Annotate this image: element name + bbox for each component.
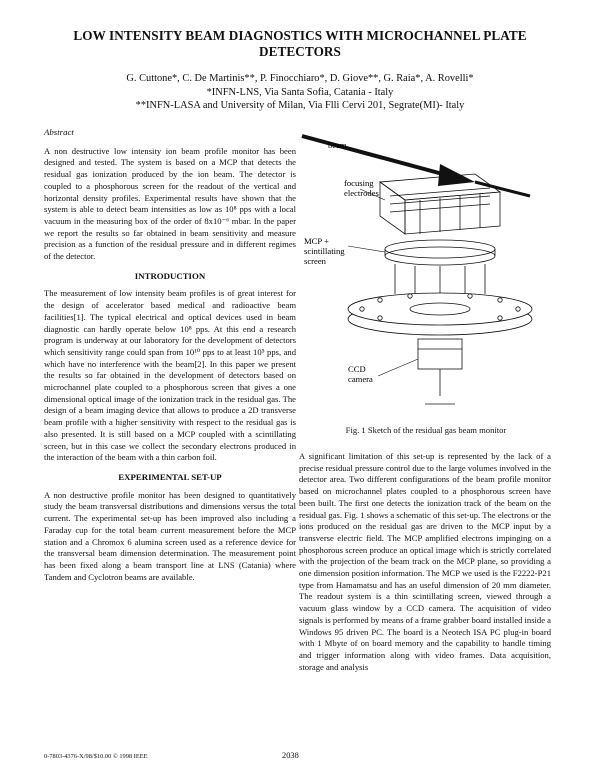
figure-caption: Fig. 1 Sketch of the residual gas beam monitor xyxy=(345,425,507,435)
label-focusing-1: focusing xyxy=(344,178,374,188)
affiliation-lasa: **INFN-LASA and University of Milan, Via Flli Cervi 201, Segrate(MI)- Italy xyxy=(135,100,465,111)
author-block xyxy=(40,72,560,113)
introduction-heading: INTRODUCTION xyxy=(134,270,206,281)
footer-copyright: 0-7803-4376-X/98/$10.00 © 1998 IEEE xyxy=(44,753,148,760)
label-leaders xyxy=(348,189,418,376)
label-focusing-2: electrodes xyxy=(344,188,379,198)
author-list: G. Cuttone*, C. De Martinis**, P. Finocchiaro*, D. Giove**, G. Raia*, A. Rovelli* xyxy=(126,73,474,84)
right-column xyxy=(299,451,551,679)
ccd-camera-shape xyxy=(418,339,462,404)
label-beam: beam xyxy=(328,140,347,150)
label-mcp-2: scintillating xyxy=(304,246,345,256)
label-mcp-3: screen xyxy=(304,256,326,266)
abstract-text: A non destructive low intensity ion beam profile monitor has been designed and tested. The system is based on a MCP that detects the residual gas ionization produced by the ion beam. The detector is coupled to a phosphorous screen for the readout of the vertical and horizontal density profiles. Experimental results have shown that the system is able to detect beam intensities as low as 10⁸ pps with a local vacuum in the measuring box of the order of 8x10⁻⁶ mbar. In the paper we report the results so far obtained in beam sensitivity and measure precision as a function of the residual pressure and in different regimes of the detector. xyxy=(44,145,296,262)
beam-exit-line xyxy=(475,182,530,196)
introduction-text: The measurement of low intensity beam profiles is of great interest for the design of accelerator based medical and radioactive beam facilities[1]. The typical electrical and optical devices used in beam diagnostic can hardly operate below 10⁸ pps. At this end a research program is underway at our laboratory for the development of detectors which sensitivity range could span from 10¹⁰ pps to at least 10⁵ pps, and which have no interference with the beam[2]. In this paper we present the results so far obtained in the development of detectors based on microchannel plate coupled to a phosphorous screen that gives a one dimensional optical image of the ionization track in the residual gas. The design of a beam imaging device that allows to produce a 2D transverse beam profile with a higher sensitivity with respect to the residual gas is also presented. It is still based on a MCP coupled with a scintillating screen, but in this case we collect the secondary electrons produced in the interaction of the beam with a thin carbon foil. xyxy=(44,288,296,463)
figure-beam-monitor-sketch xyxy=(300,134,552,414)
label-ccd-2: camera xyxy=(348,374,373,384)
beam-arrow-line xyxy=(302,136,450,176)
paper-title: LOW INTENSITY BEAM DIAGNOSTICS WITH MICROCHANNEL PLATE DETECTORS xyxy=(73,28,527,59)
abstract-heading: Abstract xyxy=(44,127,74,137)
label-ccd-1: CCD xyxy=(348,364,366,374)
beam-arrowhead xyxy=(438,164,475,186)
beam-monitor-drawing xyxy=(300,134,552,414)
affiliation-lns: *INFN-LNS, Via Santa Sofia, Catania - Italy xyxy=(206,86,394,98)
label-mcp-1: MCP + xyxy=(304,236,329,246)
left-column xyxy=(44,127,296,589)
page-number: 2038 xyxy=(282,751,299,760)
right-column-text: A significant limitation of this set-up is represented by the lack of a precise residual pressure control due to the large volumes involved in the detector area. Two different configurations of the beam profile monitor based on microchannel plates coupled to a phosphorous screen have been built. The first one detects the ionization track of the beam on the residual gas. Fig. 1 shows a schematic of this set-up. The electrons or the ions produced on the residual gas are driven to the MCP input by a transverse electric field. The MCP amplified electrons impinging on a phosphorous screen produce an optical image which is strictly correlated with the projection of the beam track on the MCP plane, so providing a one dimension position information. The MCP we used is the F2222-P21 type from Hamamatsu and has an useful dimension of 20 mm diameter. The readout system is a thin scintillating screen, viewed through a vacuum glass window by a CCD camera. The acquisition of video signals is performed by means of a frame grabber board installed inside a Windows 95 driven PC. The board is a Neotech ISA PC plug-in board with 1 Mbyte of on board memory and the capability to handle timing and trigger information along with video frames. Data acquisition, storage and analysis xyxy=(299,451,552,672)
vacuum-flange-shape xyxy=(348,293,532,335)
experimental-text: A non destructive profile monitor has been designed to quantitatively study the beam transversal distributions and dimensions versus the total current. The experimental set-up has been improved also including a Faraday cup for the total beam current measurement before the MCP station and a Chromox 6 alumina screen used as a reference device for the transversal beam dimension determination. The measurement point has been fixed along a beam transport line at LNS (Catania) where Tandem and Cyclotron beams are available. xyxy=(44,489,296,582)
mcp-screen-shape xyxy=(385,240,495,265)
experimental-heading: EXPERIMENTAL SET-UP xyxy=(118,471,222,482)
